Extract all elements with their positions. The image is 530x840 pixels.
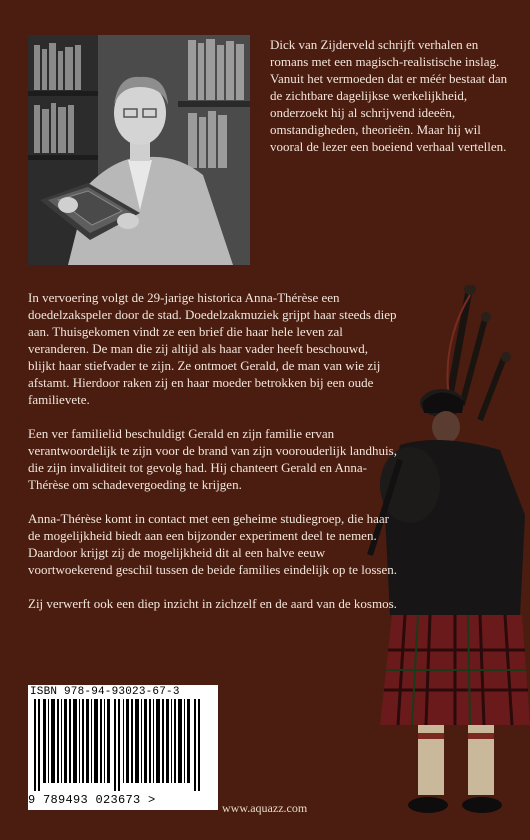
- isbn-label: ISBN 978-94-93023-67-3: [30, 686, 180, 698]
- blurb-paragraph: Zij verwerft ook een diep inzicht in zichzelf en de aard van de kosmos.: [28, 596, 397, 611]
- publisher-website[interactable]: www.aquazz.com: [222, 801, 308, 815]
- blurb-paragraph: Een ver familielid beschuldigt Gerald en zijn familie ervan verantwoordelijk te zijn voor de brand van zijn voorouderlijk landhuis, die zijn invaliditeit tot gevolg had. Hij chanteert Gerald en Anna-Thérèse om schadevergoeding te krijgen.: [28, 426, 397, 492]
- blurb-paragraph: Anna-Thérèse komt in contact met een geheime studiegroep, die haar de mogelijkheid biedt aan een bijzonder experiment deel te nemen. Daardoor krijgt zij de mogelijkheid dit al een halve eeuw voortwoekerend geschil tussen de beide families eindelijk op te lossen.: [28, 511, 397, 577]
- barcode-icon: [34, 699, 212, 791]
- author-photo: [28, 35, 250, 265]
- back-cover-blurb: [28, 289, 398, 629]
- blurb-paragraph: In vervoering volgt de 29-jarige historica Anna-Thérèse een doedelzakspeler door de stad. Doedelzakmuziek grijpt haar steeds diep aan. Thuisgekomen vindt ze een brief die haar hele leven zal veranderen. De man die zij altijd als haar vader heeft beschouwd, blijkt haar stiefvader te zijn. Ze ontmoet Gerald, de man van wie zij afstamt. Hierdoor raken zij en haar moeder betrokken bij een oude familievete.: [28, 290, 397, 407]
- isbn-barcode: [28, 685, 218, 810]
- author-photo-illustration: [28, 35, 250, 265]
- barcode-digits: 9 789493 023673 >: [28, 793, 156, 807]
- author-bio: Dick van Zijderveld schrijft verhalen en romans met een magisch-realistische inslag. Vanuit het vermoeden dat er méér bestaat dan de zichtbare dagelijkse werkelijkheid, onderzoekt hij al schrijvend ideeën, omstandigheden, theorieën. Maar hij wil vooral de lezer een boeiend verhaal vertellen.: [270, 37, 508, 154]
